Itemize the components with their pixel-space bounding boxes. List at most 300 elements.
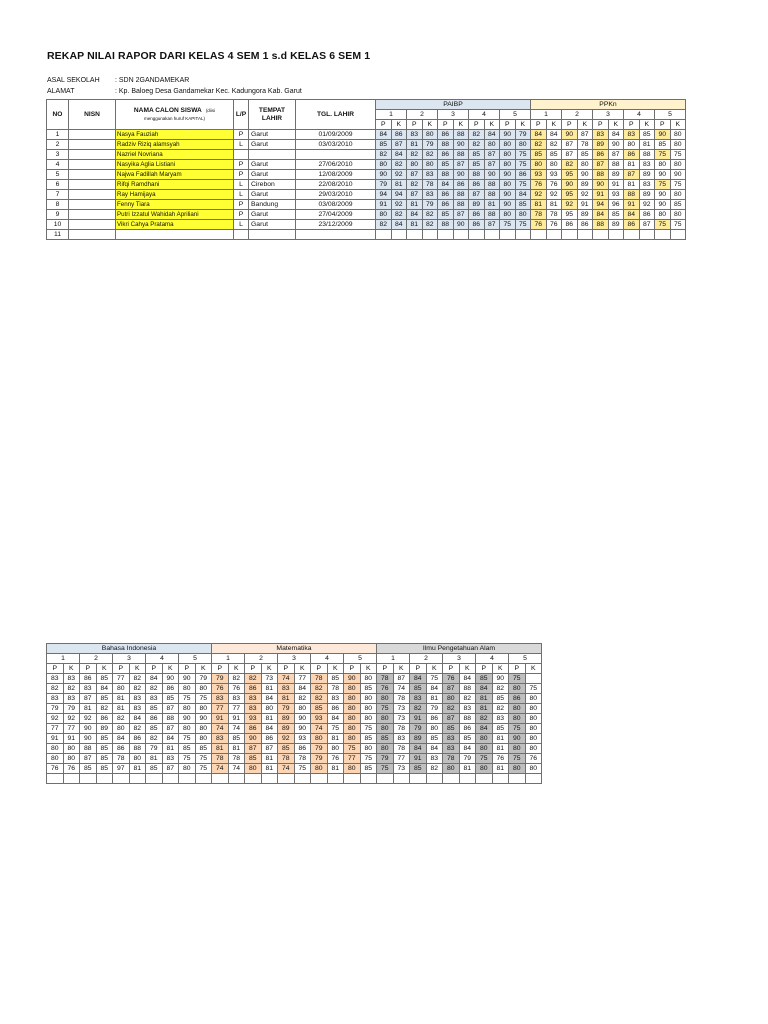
table-row: [47, 744, 542, 754]
score-cell: [376, 230, 392, 240]
score-cell: 81: [407, 140, 423, 150]
score-cell: [509, 774, 526, 784]
score-cell: 85: [577, 150, 593, 160]
score-cell: [212, 774, 229, 784]
score-cell: 77: [228, 704, 245, 714]
score-cell: 85: [546, 150, 562, 160]
score-cell: 88: [484, 180, 500, 190]
score-cell: 80: [509, 684, 526, 694]
score-cell: 86: [391, 130, 407, 140]
score-cell: 75: [195, 694, 212, 704]
score-cell: 86: [469, 210, 485, 220]
subject-header: Ilmu Pengetahuan Alam: [377, 644, 542, 654]
semester-header: 4: [311, 654, 344, 664]
score-cell: 80: [63, 744, 80, 754]
cell-nisn: [69, 200, 116, 210]
cell-name: [116, 230, 234, 240]
score-cell: 83: [228, 694, 245, 704]
score-cell: 86: [577, 220, 593, 230]
score-cell: [670, 230, 686, 240]
score-cell: 81: [327, 764, 344, 774]
score-cell: 74: [228, 724, 245, 734]
score-cell: [515, 230, 531, 240]
score-cell: 85: [410, 684, 427, 694]
score-cell: 90: [80, 734, 97, 744]
pk-header: K: [422, 120, 438, 130]
cell-name: Radziv Riziq alamsyah: [116, 140, 234, 150]
score-cell: [261, 774, 278, 784]
score-cell: 82: [492, 704, 509, 714]
pk-header: K: [360, 664, 377, 674]
score-cell: 78: [377, 674, 394, 684]
score-cell: 75: [360, 754, 377, 764]
score-cell: [294, 774, 311, 784]
pk-header: K: [484, 120, 500, 130]
pk-header: K: [515, 120, 531, 130]
header-row-3: [47, 664, 542, 674]
score-cell: 95: [562, 190, 578, 200]
score-cell: 75: [670, 150, 686, 160]
score-cell: 84: [96, 684, 113, 694]
score-cell: 81: [459, 764, 476, 774]
score-cell: 81: [492, 764, 509, 774]
score-cell: [426, 774, 443, 784]
score-cell: 81: [546, 200, 562, 210]
score-cell: 86: [438, 200, 454, 210]
score-cell: 88: [624, 190, 640, 200]
cell-name: Najwa Fadillah Maryam: [116, 170, 234, 180]
score-cell: 79: [422, 140, 438, 150]
header-row-1: [47, 100, 686, 110]
score-cell: 89: [469, 200, 485, 210]
score-cell: 84: [129, 714, 146, 724]
score-cell: 92: [639, 200, 655, 210]
pk-header: P: [212, 664, 229, 674]
score-cell: 78: [393, 694, 410, 704]
score-cell: 77: [113, 674, 130, 684]
score-cell: 94: [391, 190, 407, 200]
score-cell: 82: [469, 140, 485, 150]
table-row: [47, 694, 542, 704]
cell-no: 11: [47, 230, 69, 240]
score-cell: 87: [261, 744, 278, 754]
score-cell: 76: [531, 220, 547, 230]
pk-header: K: [525, 664, 542, 674]
cell-tgl: 27/04/2009: [296, 210, 376, 220]
score-cell: 80: [344, 764, 361, 774]
score-cell: 79: [311, 754, 328, 764]
score-cell: 90: [500, 130, 516, 140]
score-cell: 90: [562, 130, 578, 140]
score-cell: 81: [327, 734, 344, 744]
score-cell: [311, 774, 328, 784]
score-cell: [113, 774, 130, 784]
score-cell: 82: [407, 180, 423, 190]
score-cell: 83: [639, 180, 655, 190]
score-cell: 80: [360, 714, 377, 724]
score-cell: 90: [162, 674, 179, 684]
score-cell: 90: [245, 734, 262, 744]
pk-header: P: [278, 664, 295, 674]
address-row: [47, 88, 302, 95]
score-cell: [407, 230, 423, 240]
score-cell: 75: [670, 220, 686, 230]
score-cell: 80: [360, 674, 377, 684]
cell-no: 4: [47, 160, 69, 170]
score-cell: 75: [670, 180, 686, 190]
pk-header: P: [245, 664, 262, 674]
score-cell: 85: [146, 704, 163, 714]
score-cell: 80: [509, 704, 526, 714]
score-cell: 85: [426, 734, 443, 744]
score-cell: 81: [391, 180, 407, 190]
score-cell: 90: [179, 674, 196, 684]
score-cell: 81: [261, 764, 278, 774]
table-row: [47, 704, 542, 714]
score-cell: 85: [80, 764, 97, 774]
score-cell: 92: [278, 734, 295, 744]
score-cell: 86: [453, 180, 469, 190]
score-cell: 85: [228, 734, 245, 744]
header-row-1: [47, 644, 542, 654]
score-cell: [422, 230, 438, 240]
table-row: [47, 684, 542, 694]
cell-tempat: Garut: [249, 190, 296, 200]
score-cell: 80: [360, 744, 377, 754]
col-name-label: NAMA CALON SISWA: [133, 106, 202, 114]
student-table: [46, 99, 686, 240]
score-cell: 80: [525, 764, 542, 774]
score-cell: 82: [129, 684, 146, 694]
score-cell: [655, 230, 671, 240]
pk-header: P: [311, 664, 328, 674]
cell-lp: P: [234, 130, 249, 140]
score-cell: 80: [670, 140, 686, 150]
score-cell: 91: [63, 734, 80, 744]
table-row: [47, 180, 686, 190]
cell-tempat: Garut: [249, 170, 296, 180]
score-cell: 80: [655, 210, 671, 220]
score-cell: 82: [443, 704, 460, 714]
score-cell: 82: [531, 140, 547, 150]
score-cell: 78: [228, 754, 245, 764]
score-cell: 80: [509, 714, 526, 724]
score-cell: [146, 774, 163, 784]
score-cell: 83: [245, 704, 262, 714]
score-cell: [391, 230, 407, 240]
score-cell: 80: [376, 160, 392, 170]
score-cell: 85: [96, 694, 113, 704]
cell-no: 10: [47, 220, 69, 230]
pk-header: K: [670, 120, 686, 130]
semester-header: 5: [344, 654, 377, 664]
score-cell: 93: [245, 714, 262, 724]
score-cell: 85: [360, 684, 377, 694]
pk-header: K: [96, 664, 113, 674]
subject-header: PAIBP: [376, 100, 531, 110]
pk-header: P: [410, 664, 427, 674]
score-cell: 77: [63, 724, 80, 734]
score-cell: 93: [531, 170, 547, 180]
score-cell: 87: [562, 140, 578, 150]
score-cell: 91: [593, 190, 609, 200]
score-cell: 80: [443, 694, 460, 704]
score-cell: 77: [212, 704, 229, 714]
score-cell: 83: [212, 694, 229, 704]
score-cell: 80: [525, 704, 542, 714]
semester-header: 1: [376, 110, 407, 120]
score-cell: 80: [624, 140, 640, 150]
score-cell: 74: [278, 674, 295, 684]
score-cell: 93: [294, 734, 311, 744]
address-label: ALAMAT: [47, 88, 75, 95]
score-cell: 83: [47, 674, 64, 684]
score-cell: 80: [179, 704, 196, 714]
score-cell: 81: [261, 684, 278, 694]
subject-header: Matematika: [212, 644, 377, 654]
score-cell: 85: [179, 744, 196, 754]
score-cell: [546, 230, 562, 240]
pk-header: K: [195, 664, 212, 674]
score-cell: 80: [500, 160, 516, 170]
score-cell: 80: [500, 150, 516, 160]
score-cell: 89: [577, 180, 593, 190]
score-cell: 75: [515, 160, 531, 170]
score-cell: 90: [577, 170, 593, 180]
cell-tgl: 01/09/2009: [296, 130, 376, 140]
score-cell: 86: [509, 694, 526, 704]
score-cell: 81: [639, 140, 655, 150]
score-cell: 79: [146, 744, 163, 754]
score-cell: 90: [500, 200, 516, 210]
score-cell: 80: [376, 210, 392, 220]
score-cell: 83: [459, 704, 476, 714]
score-cell: 85: [531, 150, 547, 160]
score-cell: 86: [469, 180, 485, 190]
score-cell: 80: [47, 754, 64, 764]
score-cell: [459, 774, 476, 784]
score-cell: 87: [453, 160, 469, 170]
score-cell: [593, 230, 609, 240]
score-cell: 80: [179, 764, 196, 774]
score-cell: 90: [344, 674, 361, 684]
score-cell: 88: [129, 744, 146, 754]
score-cell: 87: [80, 754, 97, 764]
score-cell: 85: [476, 674, 493, 684]
score-cell: 83: [278, 684, 295, 694]
score-cell: 88: [453, 130, 469, 140]
score-cell: 90: [593, 180, 609, 190]
semester-header: 5: [655, 110, 686, 120]
score-cell: 80: [670, 130, 686, 140]
score-cell: 86: [96, 714, 113, 724]
score-cell: [500, 230, 516, 240]
semester-header: 4: [476, 654, 509, 664]
pk-header: K: [577, 120, 593, 130]
score-cell: 80: [407, 160, 423, 170]
score-cell: 85: [459, 734, 476, 744]
pk-header: P: [376, 120, 392, 130]
score-cell: 88: [469, 170, 485, 180]
score-cell: 91: [228, 714, 245, 724]
score-cell: 90: [376, 170, 392, 180]
score-cell: 80: [655, 160, 671, 170]
score-cell: 90: [608, 140, 624, 150]
score-cell: 83: [245, 694, 262, 704]
score-cell: 82: [245, 674, 262, 684]
score-cell: 75: [360, 724, 377, 734]
score-cell: 90: [453, 170, 469, 180]
score-cell: 82: [113, 714, 130, 724]
pk-header: P: [377, 664, 394, 674]
score-cell: [525, 674, 542, 684]
score-cell: 83: [162, 754, 179, 764]
cell-no: 2: [47, 140, 69, 150]
table-row: [47, 200, 686, 210]
score-cell: 80: [344, 704, 361, 714]
score-cell: 80: [422, 130, 438, 140]
score-cell: 84: [459, 744, 476, 754]
score-cell: 82: [311, 694, 328, 704]
score-cell: 85: [96, 754, 113, 764]
score-cell: 85: [410, 764, 427, 774]
score-cell: 80: [344, 724, 361, 734]
semester-header: 1: [47, 654, 80, 664]
score-cell: 76: [531, 180, 547, 190]
score-cell: 83: [80, 684, 97, 694]
score-cell: 84: [391, 220, 407, 230]
cell-nisn: [69, 190, 116, 200]
score-cell: 87: [162, 704, 179, 714]
score-cell: 75: [515, 180, 531, 190]
score-cell: 78: [577, 140, 593, 150]
pk-header: K: [228, 664, 245, 674]
cell-lp: [234, 230, 249, 240]
semester-header: 4: [146, 654, 179, 664]
score-cell: 91: [376, 200, 392, 210]
score-cell: 80: [515, 210, 531, 220]
score-cell: 82: [376, 150, 392, 160]
score-cell: 86: [294, 744, 311, 754]
score-cell: 73: [393, 764, 410, 774]
score-cell: 90: [80, 724, 97, 734]
score-cell: 83: [327, 694, 344, 704]
score-cell: 88: [593, 170, 609, 180]
score-cell: [162, 774, 179, 784]
score-cell: 88: [438, 140, 454, 150]
score-cell: 81: [531, 200, 547, 210]
score-cell: 83: [393, 734, 410, 744]
score-cell: 83: [129, 694, 146, 704]
cell-tgl: [296, 230, 376, 240]
score-cell: 91: [624, 200, 640, 210]
score-cell: 90: [453, 140, 469, 150]
cell-name: Nasyika Aglia Listiani: [116, 160, 234, 170]
table-row: [47, 754, 542, 764]
col-name-note: (diisi: [205, 107, 216, 113]
score-cell: 84: [484, 130, 500, 140]
score-cell: 82: [476, 714, 493, 724]
score-cell: 74: [212, 724, 229, 734]
pk-header: P: [500, 120, 516, 130]
score-cell: 84: [391, 150, 407, 160]
score-cell: 89: [410, 734, 427, 744]
cell-nisn: [69, 180, 116, 190]
score-cell: 88: [459, 684, 476, 694]
score-cell: 87: [245, 744, 262, 754]
score-cell: 90: [655, 200, 671, 210]
score-cell: 88: [80, 744, 97, 754]
score-cell: 86: [438, 190, 454, 200]
cell-lp: L: [234, 190, 249, 200]
score-cell: 83: [426, 754, 443, 764]
score-cell: 82: [391, 210, 407, 220]
score-cell: 80: [422, 160, 438, 170]
score-cell: 95: [562, 210, 578, 220]
score-cell: 83: [443, 744, 460, 754]
table-row: [47, 764, 542, 774]
score-cell: 87: [577, 130, 593, 140]
cell-tgl: 27/06/2010: [296, 160, 376, 170]
cell-lp: L: [234, 220, 249, 230]
score-cell: [245, 774, 262, 784]
score-cell: [562, 230, 578, 240]
score-cell: 86: [639, 210, 655, 220]
score-cell: 86: [469, 220, 485, 230]
score-cell: 81: [212, 744, 229, 754]
pk-header: K: [393, 664, 410, 674]
score-cell: 90: [655, 190, 671, 200]
score-cell: 80: [344, 714, 361, 724]
score-cell: 80: [311, 764, 328, 774]
score-cell: [228, 774, 245, 784]
col-no: NO: [47, 100, 69, 130]
score-cell: 87: [484, 150, 500, 160]
score-cell: 94: [593, 200, 609, 210]
cell-tgl: 12/08/2009: [296, 170, 376, 180]
pk-header: K: [129, 664, 146, 674]
score-cell: 76: [377, 684, 394, 694]
score-cell: 86: [562, 220, 578, 230]
pk-header: K: [608, 120, 624, 130]
score-cell: 80: [179, 684, 196, 694]
semester-header: 2: [410, 654, 443, 664]
score-cell: 81: [261, 754, 278, 764]
cell-nisn: [69, 210, 116, 220]
cell-tempat: Bandung: [249, 200, 296, 210]
pk-header: P: [407, 120, 423, 130]
score-cell: 84: [376, 130, 392, 140]
score-cell: 80: [500, 180, 516, 190]
score-cell: 75: [377, 764, 394, 774]
score-cell: 85: [96, 734, 113, 744]
address-value: : Kp. Baloeg Desa Gandamekar Kec. Kadungora Kab. Garut: [115, 88, 302, 95]
score-cell: [360, 774, 377, 784]
table-row: [47, 230, 686, 240]
score-cell: 81: [261, 714, 278, 724]
score-cell: 82: [469, 130, 485, 140]
score-cell: 74: [278, 764, 295, 774]
score-cell: 94: [376, 190, 392, 200]
pk-header: K: [63, 664, 80, 674]
cell-nisn: [69, 230, 116, 240]
score-cell: 84: [515, 190, 531, 200]
score-cell: 88: [608, 160, 624, 170]
score-cell: 79: [212, 674, 229, 684]
cell-tgl: 03/03/2010: [296, 140, 376, 150]
score-cell: 80: [531, 160, 547, 170]
score-cell: 76: [327, 754, 344, 764]
